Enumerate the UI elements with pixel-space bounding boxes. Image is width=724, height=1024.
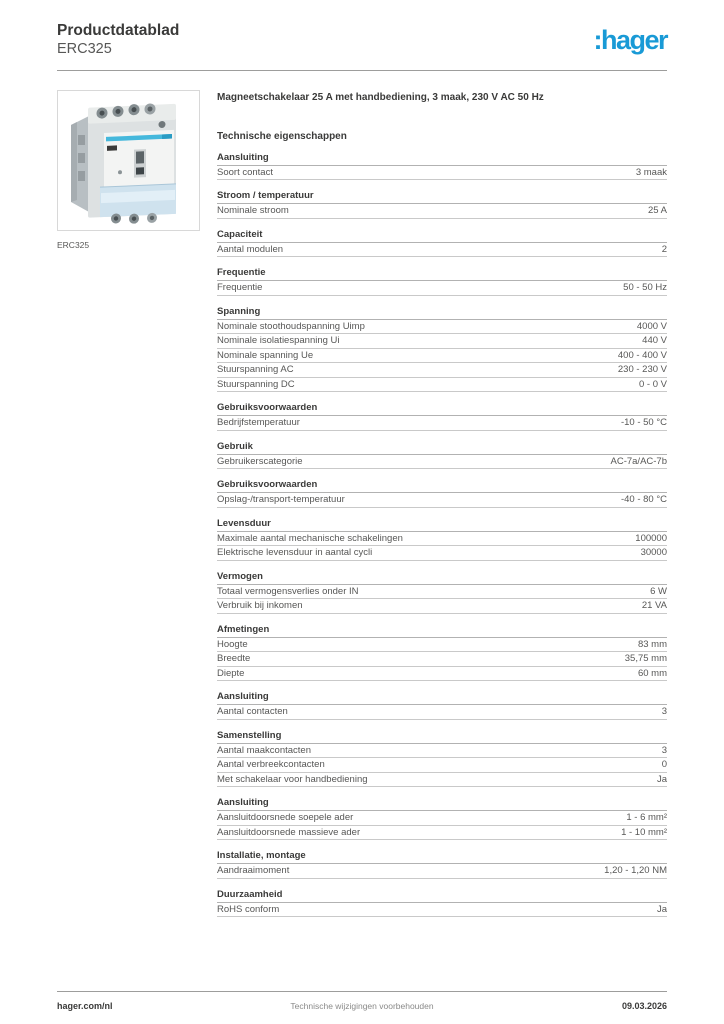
spec-label: Hoogte — [217, 638, 248, 650]
spec-row — [217, 363, 667, 378]
spec-value: 440 V — [642, 335, 667, 347]
page-title: Productdatablad — [57, 22, 180, 39]
tech-properties-heading: Technische eigenschappen — [217, 130, 347, 142]
spec-value: Ja — [656, 773, 667, 785]
section-title: Aansluiting — [217, 692, 667, 705]
spec-row — [217, 667, 667, 682]
section-rows — [217, 585, 667, 614]
spec-label: Aandraaimoment — [217, 865, 290, 877]
footer — [57, 991, 667, 1011]
spec-value: 3 — [661, 706, 667, 718]
spec-section — [217, 890, 667, 918]
spec-row — [217, 599, 667, 614]
spec-label: Aantal maakcontacten — [217, 744, 312, 756]
spec-label: Opslag-/transport-temperatuur — [217, 494, 345, 506]
spec-section — [217, 191, 667, 219]
product-description: Magneetschakelaar 25 A met handbediening, 3 maak, 230 V AC 50 Hz — [217, 92, 544, 104]
spec-value: AC-7a/AC-7b — [610, 455, 667, 467]
spec-value: 83 mm — [637, 638, 667, 650]
spec-label: Diepte — [217, 667, 245, 679]
section-title: Aansluiting — [217, 798, 667, 811]
product-image-column — [57, 90, 200, 917]
contactor-product-image — [58, 91, 199, 230]
footer-website-link[interactable]: hager.com/nl — [57, 1001, 113, 1011]
spec-section — [217, 442, 667, 470]
section-title: Installatie, montage — [217, 851, 667, 864]
section-title: Gebruiksvoorwaarden — [217, 480, 667, 493]
spec-value: 3 maak — [635, 166, 667, 178]
header — [0, 0, 724, 59]
spec-label: Totaal vermogensverlies onder IN — [217, 585, 359, 597]
spec-value: 35,75 mm — [624, 653, 667, 665]
spec-label: Maximale aantal mechanische schakelingen — [217, 532, 403, 544]
spec-label: Stuurspanning DC — [217, 378, 295, 390]
spec-value: 0 - 0 V — [639, 378, 667, 390]
spec-row — [217, 638, 667, 653]
spec-label: Aansluitdoorsnede soepele ader — [217, 812, 354, 824]
spec-section — [217, 480, 667, 508]
product-image — [57, 90, 200, 231]
section-rows — [217, 903, 667, 918]
spec-row — [217, 378, 667, 393]
spec-section — [217, 268, 667, 296]
spec-label: Aantal verbreekcontacten — [217, 759, 325, 771]
section-rows — [217, 705, 667, 720]
footer-date: 09.03.2026 — [621, 1001, 667, 1011]
spec-row — [217, 585, 667, 600]
section-title: Frequentie — [217, 268, 667, 281]
spec-section — [217, 572, 667, 614]
section-title: Duurzaamheid — [217, 890, 667, 903]
spec-value: 100000 — [635, 532, 667, 544]
spec-row — [217, 349, 667, 364]
spec-value: 50 - 50 Hz — [623, 282, 667, 294]
spec-label: Bedrijfstemperatuur — [217, 417, 300, 429]
section-title: Spanning — [217, 307, 667, 320]
spec-label: Nominale stroom — [217, 205, 289, 217]
section-title: Capaciteit — [217, 230, 667, 243]
spec-label: Frequentie — [217, 282, 263, 294]
spec-row — [217, 546, 667, 561]
spec-sections — [217, 153, 667, 918]
spec-value: 4000 V — [636, 320, 667, 332]
spec-section — [217, 625, 667, 682]
spec-value: -40 - 80 °C — [620, 494, 667, 506]
spec-label: Stuurspanning AC — [217, 364, 294, 376]
section-rows — [217, 811, 667, 840]
section-rows — [217, 532, 667, 561]
spec-value: 2 — [661, 243, 667, 255]
section-title: Aansluiting — [217, 153, 667, 166]
section-rows — [217, 638, 667, 682]
spec-label: Verbruik bij inkomen — [217, 600, 303, 612]
section-rows — [217, 281, 667, 296]
section-title: Afmetingen — [217, 625, 667, 638]
spec-row — [217, 903, 667, 918]
spec-section — [217, 798, 667, 840]
spec-section — [217, 851, 667, 879]
section-rows — [217, 243, 667, 258]
spec-value: Ja — [656, 903, 667, 915]
spec-column — [217, 90, 667, 917]
footer-disclaimer: Technische wijzigingen voorbehouden — [290, 1001, 434, 1011]
spec-row — [217, 811, 667, 826]
spec-row — [217, 826, 667, 841]
spec-section — [217, 153, 667, 181]
spec-row — [217, 320, 667, 335]
section-rows — [217, 416, 667, 431]
spec-row — [217, 705, 667, 720]
section-rows — [217, 455, 667, 470]
spec-label: Nominale stoothoudspanning Uimp — [217, 320, 365, 332]
spec-section — [217, 731, 667, 788]
spec-label: Nominale isolatiespanning Ui — [217, 335, 340, 347]
spec-section — [217, 403, 667, 431]
spec-section — [217, 307, 667, 393]
spec-row — [217, 758, 667, 773]
spec-label: Aansluitdoorsnede massieve ader — [217, 826, 361, 838]
spec-row — [217, 455, 667, 470]
spec-row — [217, 166, 667, 181]
spec-value: 400 - 400 V — [617, 349, 667, 361]
spec-row — [217, 652, 667, 667]
spec-row — [217, 773, 667, 788]
section-title: Gebruiksvoorwaarden — [217, 403, 667, 416]
spec-label: Soort contact — [217, 166, 273, 178]
section-rows — [217, 320, 667, 393]
spec-value: 3 — [661, 744, 667, 756]
content — [0, 71, 724, 917]
section-rows — [217, 864, 667, 879]
spec-row — [217, 243, 667, 258]
spec-section — [217, 230, 667, 258]
spec-value: 6 W — [650, 585, 667, 597]
spec-section — [217, 692, 667, 720]
spec-row — [217, 864, 667, 879]
spec-value: 30000 — [640, 547, 667, 559]
section-title: Samenstelling — [217, 731, 667, 744]
spec-label: RoHS conform — [217, 903, 280, 915]
spec-row — [217, 281, 667, 296]
spec-label: Breedte — [217, 653, 251, 665]
section-title: Vermogen — [217, 572, 667, 585]
spec-section — [217, 519, 667, 561]
spec-value: 0 — [661, 759, 667, 771]
spec-value: 1 - 6 mm² — [626, 812, 667, 824]
section-title: Levensduur — [217, 519, 667, 532]
product-image-caption: ERC325 — [57, 240, 90, 251]
section-title: Gebruik — [217, 442, 667, 455]
section-title: Stroom / temperatuur — [217, 191, 667, 204]
spec-label: Aantal contacten — [217, 706, 288, 718]
spec-label: Elektrische levensduur in aantal cycli — [217, 547, 373, 559]
page-subtitle: ERC325 — [57, 41, 112, 58]
spec-value: 25 A — [647, 205, 667, 217]
spec-row — [217, 493, 667, 508]
spec-row — [217, 744, 667, 759]
spec-label: Gebruikerscategorie — [217, 455, 303, 467]
header-titles — [57, 21, 179, 59]
spec-value: 60 mm — [637, 667, 667, 679]
spec-row — [217, 204, 667, 219]
spec-label: Met schakelaar voor handbediening — [217, 773, 368, 785]
section-rows — [217, 166, 667, 181]
section-rows — [217, 744, 667, 788]
spec-value: 1,20 - 1,20 NM — [604, 865, 667, 877]
spec-label: Nominale spanning Ue — [217, 349, 314, 361]
section-rows — [217, 493, 667, 508]
section-rows — [217, 204, 667, 219]
spec-row — [217, 416, 667, 431]
spec-row — [217, 334, 667, 349]
spec-value: 21 VA — [641, 600, 667, 612]
spec-value: 230 - 230 V — [617, 364, 667, 376]
spec-value: 1 - 10 mm² — [621, 826, 667, 838]
spec-label: Aantal modulen — [217, 243, 284, 255]
spec-row — [217, 532, 667, 547]
spec-value: -10 - 50 °C — [620, 417, 667, 429]
hager-logo: :hager — [593, 25, 667, 55]
